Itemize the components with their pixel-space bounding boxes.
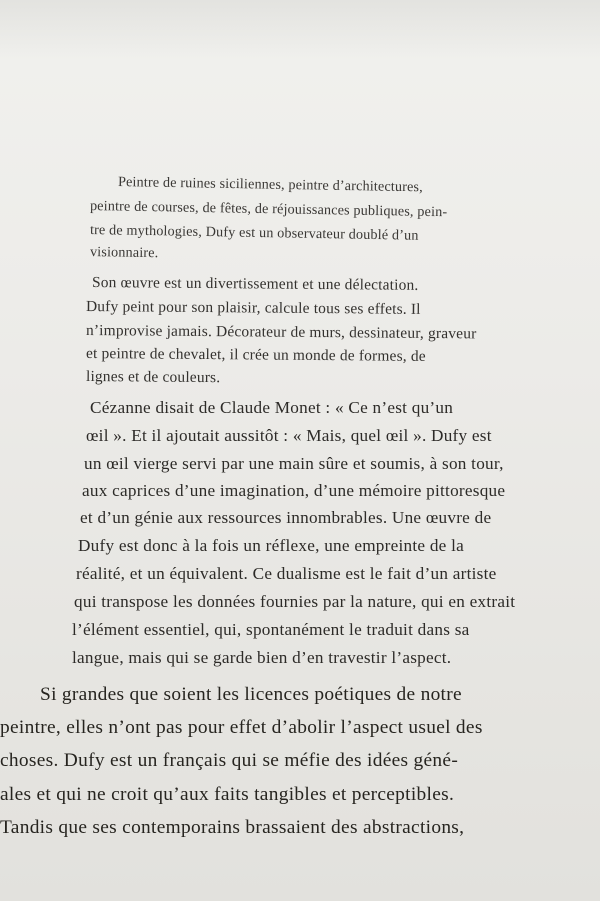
text-line: et peintre de chevalet, il crée un monde de formes, de (85, 345, 426, 365)
text-line: Dufy est donc à la fois un réflexe, une empreinte de la (78, 536, 465, 555)
text-line: peintre, elles n’ont pas pour effet d’abolir l’aspect usuel des (0, 717, 483, 738)
text-line: langue, mais qui se garde bien d’en travestir l’aspect. (72, 648, 452, 667)
text-line: qui transpose les données fournies par la nature, qui en extrait (74, 592, 516, 611)
text-line: Tandis que ses contemporains brassaient des abstractions, (0, 817, 465, 838)
text-line: Peintre de ruines siciliennes, peintre d’architectures, (117, 174, 424, 196)
text-line: œil ». Et il ajoutait aussitôt : « Mais, quel œil ». Dufy est (86, 426, 492, 445)
text-line: visionnaire. (89, 244, 159, 262)
text-line: Son œuvre est un divertissement et une délectation. (91, 274, 419, 294)
text-line: tre de mythologies, Dufy est un observateur doublé d’un (89, 222, 419, 244)
text-line: un œil vierge servi par une main sûre et soumis, à son tour, (84, 454, 504, 473)
text-line: Dufy peint pour son plaisir, calcule tous ses effets. Il (85, 298, 421, 318)
text-line: aux caprices d’une imagination, d’une mémoire pittoresque (82, 481, 506, 500)
text-line: Cézanne disait de Claude Monet : « Ce n’est qu’un (90, 398, 454, 417)
text-line: peintre de courses, de fêtes, de réjouissances publiques, pein- (89, 198, 448, 221)
text-line: ales et qui ne croit qu’aux faits tangibles et perceptibles. (0, 784, 455, 805)
text-line: réalité, et un équivalent. Ce dualisme est le fait d’un artiste (76, 564, 497, 583)
text-line: n’improvise jamais. Décorateur de murs, dessinateur, graveur (85, 322, 477, 343)
text-line: et d’un génie aux ressources innombrables. Une œuvre de (80, 508, 492, 527)
text-line: choses. Dufy est un français qui se méfie des idées géné- (0, 750, 459, 771)
text-line: Si grandes que soient les licences poétiques de notre (40, 684, 462, 705)
text-line: lignes et de couleurs. (85, 368, 221, 387)
text-line: l’élément essentiel, qui, spontanément le traduit dans sa (72, 620, 470, 639)
